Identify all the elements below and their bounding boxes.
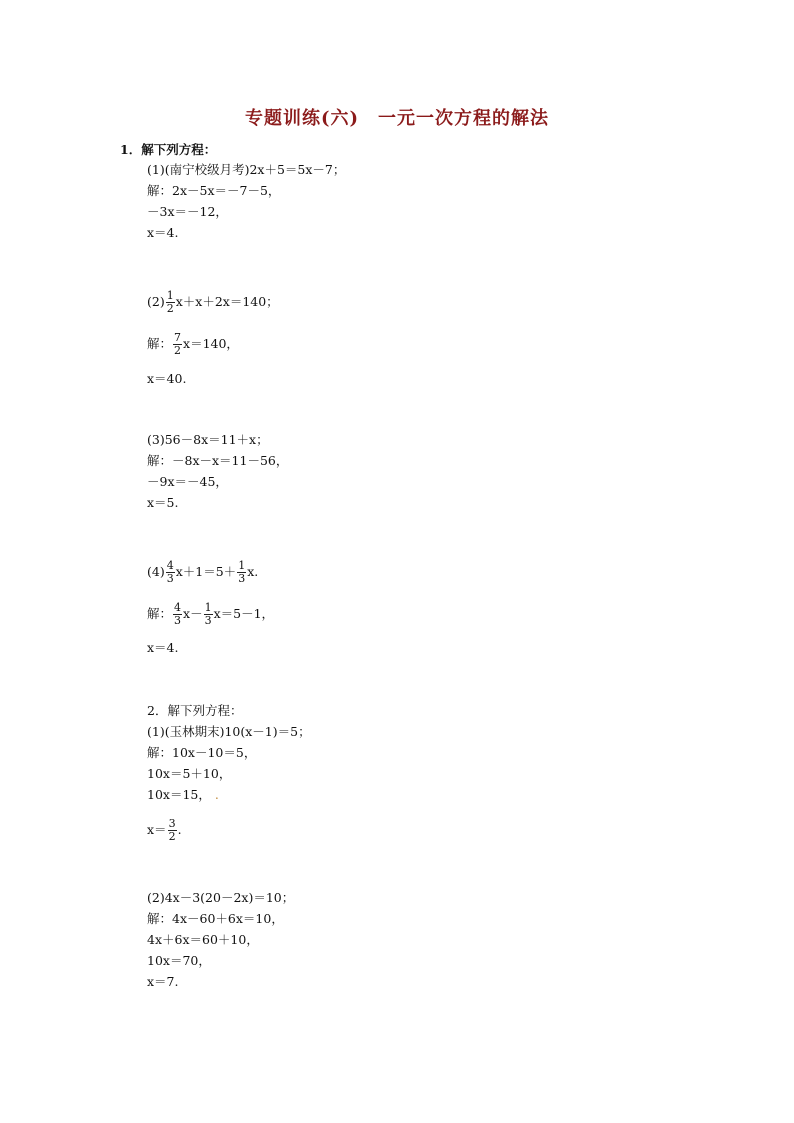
- q1-p3-step-3: x＝5.: [147, 495, 179, 510]
- q1-p4-prefix: (4): [147, 564, 165, 579]
- q1-p2-step-1-rest: x＝140，: [183, 336, 239, 351]
- question-1-heading: 1．解下列方程：: [120, 142, 217, 157]
- q1-p1-step-3: x＝4.: [147, 225, 179, 240]
- fraction-numerator: 7: [174, 331, 182, 344]
- q2-p2-step-4: x＝7.: [147, 974, 179, 989]
- q1-p2-rest: x＋x＋2x＝140；: [175, 294, 279, 309]
- q1-p4-step-1: [147, 602, 274, 627]
- fraction-denominator: 2: [174, 344, 182, 357]
- q1-p4-sol-end: x＝5－1，: [213, 606, 275, 621]
- q1-p1-step-2: －3x＝－12，: [147, 204, 228, 219]
- q2-p1-step-4-end: .: [177, 822, 182, 837]
- q1-p2-prefix: (2): [147, 294, 165, 309]
- fraction-numerator: 1: [238, 559, 246, 572]
- fraction-denominator: 2: [166, 302, 174, 315]
- q2-p2-step-1: 解：4x－60＋6x＝10，: [147, 911, 284, 926]
- fraction-denominator: 3: [238, 572, 246, 585]
- q1-p4-problem: [147, 560, 258, 585]
- question-2-heading: 2．解下列方程：: [147, 703, 243, 718]
- q2-p1-step-2: 10x＝5＋10，: [147, 766, 232, 781]
- q1-p4-sol-mid: x－: [183, 606, 203, 621]
- fraction: [168, 818, 177, 843]
- fraction-numerator: 4: [174, 601, 182, 614]
- q1-p2-problem: [147, 290, 279, 315]
- q2-p1-step-4-prefix: x＝: [147, 822, 167, 837]
- q1-p4-end: x.: [247, 564, 259, 579]
- fraction: [166, 560, 175, 585]
- q1-p3-step-2: －9x＝－45，: [147, 474, 228, 489]
- q2-p1-step-4: [147, 818, 182, 843]
- fraction-denominator: 3: [204, 614, 212, 627]
- fraction-denominator: 3: [166, 572, 174, 585]
- q2-p1-step-3-text: 10x＝15，: [147, 787, 211, 802]
- q1-p1-problem: (1)(南宁校级月考)2x＋5＝5x－7；: [147, 162, 346, 177]
- fraction-denominator: 3: [174, 614, 182, 627]
- solution-prefix: 解：: [147, 336, 173, 351]
- fraction-numerator: 3: [168, 817, 176, 830]
- solution-prefix: 解：: [147, 606, 173, 621]
- fraction-numerator: 1: [204, 601, 212, 614]
- q2-p1-step-1: 解：10x－10＝5，: [147, 745, 257, 760]
- fraction: [173, 602, 182, 627]
- q1-p2-step-1: [147, 332, 239, 357]
- q1-p2-step-2: x＝40.: [147, 371, 187, 386]
- q1-p4-step-2: x＝4.: [147, 640, 179, 655]
- q1-p4-mid: x＋1＝5＋: [175, 564, 237, 579]
- fraction-denominator: 2: [168, 830, 176, 843]
- q2-p2-step-2: 4x＋6x＝60＋10，: [147, 932, 259, 947]
- fraction: [237, 560, 246, 585]
- fraction: [173, 332, 182, 357]
- stray-mark: .: [214, 787, 219, 802]
- q2-p1-problem: (1)(玉林期末)10(x－1)＝5；: [147, 724, 311, 739]
- q1-p1-step-1: 解：2x－5x＝－7－5，: [147, 183, 281, 198]
- fraction: [204, 602, 213, 627]
- q2-p1-step-3: [147, 787, 219, 803]
- fraction: [166, 290, 175, 315]
- q2-p2-problem: (2)4x－3(20－2x)＝10；: [147, 890, 295, 905]
- q1-p3-step-1: 解：－8x－x＝11－56，: [147, 453, 289, 468]
- q2-p2-step-3: 10x＝70，: [147, 953, 211, 968]
- q1-p3-problem: (3)56－8x＝11＋x；: [147, 432, 269, 447]
- fraction-numerator: 1: [166, 289, 174, 302]
- page-title: 专题训练(六) 一元一次方程的解法: [244, 108, 550, 129]
- fraction-numerator: 4: [166, 559, 174, 572]
